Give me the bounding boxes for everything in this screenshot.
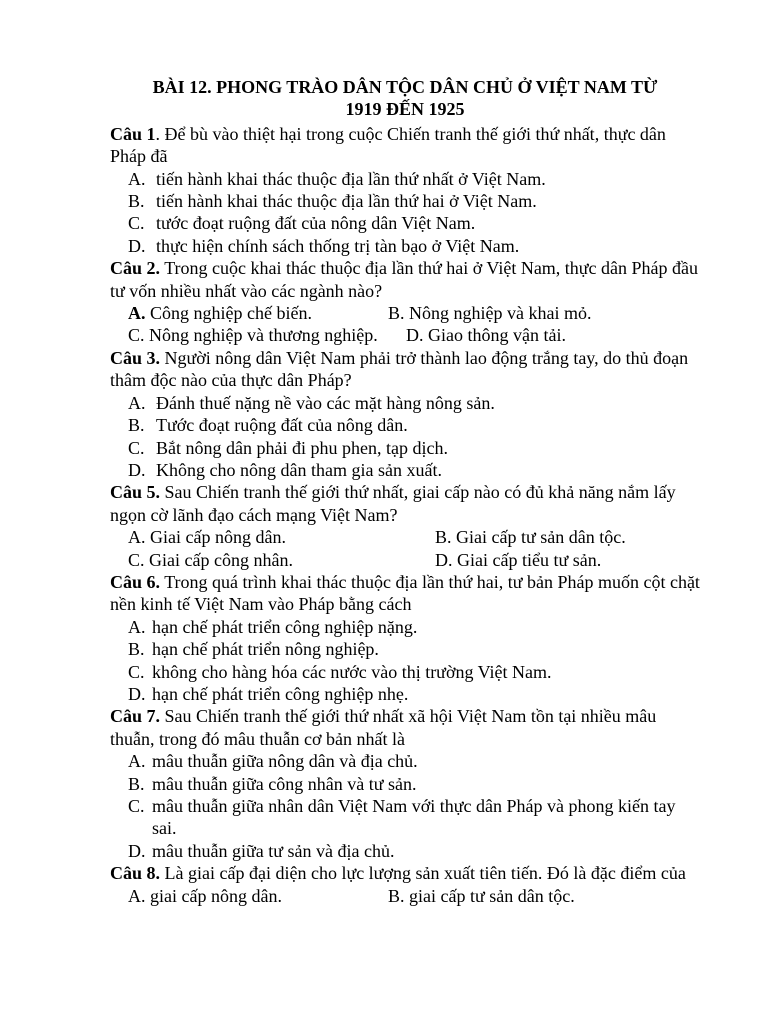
question-8 xyxy=(110,862,700,884)
option-b: B. Giai cấp tư sản dân tộc. xyxy=(435,527,626,548)
option-a: A. Công nghiệp chế biến. xyxy=(128,303,312,324)
option-b: B. Nông nghiệp và khai mỏ. xyxy=(388,303,592,324)
option-a: A. Giai cấp nông dân. xyxy=(128,527,286,548)
option-b: B. hạn chế phát triển nông nghiệp. xyxy=(128,639,379,660)
question-6 xyxy=(110,571,700,616)
document-title xyxy=(110,76,700,121)
question-label: Câu 1 xyxy=(110,123,156,144)
option-a: A. tiến hành khai thác thuộc địa lần thứ nhất ở Việt Nam. xyxy=(128,168,546,189)
option-c: C. Nông nghiệp và thương nghiệp. xyxy=(128,325,378,346)
option-a: A. Đánh thuế nặng nề vào các mặt hàng nông sản. xyxy=(128,392,495,413)
option-d: D. Giai cấp tiểu tư sản. xyxy=(435,549,602,570)
question-7 xyxy=(110,705,700,750)
option-d: D. hạn chế phát triển công nghiệp nhẹ. xyxy=(128,683,409,704)
question-label: Câu 2. xyxy=(110,258,161,279)
document-page xyxy=(110,76,700,907)
question-2-options-row-1 xyxy=(110,302,700,324)
question-1-options xyxy=(110,168,700,258)
option-d: D. thực hiện chính sách thống trị tàn bạo ở Việt Nam. xyxy=(128,235,520,256)
question-label: Câu 7. xyxy=(110,706,161,727)
question-text: . Để bù vào thiệt hại trong cuộc Chiến tranh thế giới thứ nhất, thực dân Pháp đã xyxy=(110,123,666,167)
option-c: C. tước đoạt ruộng đất của nông dân Việt Nam. xyxy=(128,213,476,234)
title-line-2: 1919 ĐẾN 1925 xyxy=(345,99,465,120)
question-label: Câu 3. xyxy=(110,347,161,368)
option-b: B. mâu thuẫn giữa công nhân và tư sản. xyxy=(128,773,417,794)
question-5-options-row-2 xyxy=(110,549,700,571)
question-text: Người nông dân Việt Nam phải trở thành lao động trắng tay, do thủ đoạn thâm độc nào của thực dân Pháp? xyxy=(110,347,689,391)
question-2-options-row-2 xyxy=(110,324,700,346)
option-b: B. giai cấp tư sản dân tộc. xyxy=(388,885,575,906)
question-3-options xyxy=(110,392,700,482)
question-6-options xyxy=(110,616,700,706)
question-text: Trong quá trình khai thác thuộc địa lần thứ hai, tư bản Pháp muốn cột chặt nền kinh tế Việt Nam vào Pháp bằng cách xyxy=(110,571,700,615)
option-c: C. Giai cấp công nhân. xyxy=(128,549,293,570)
question-2 xyxy=(110,257,700,302)
option-c: C. không cho hàng hóa các nước vào thị trường Việt Nam. xyxy=(128,661,552,682)
option-a: A. mâu thuẫn giữa nông dân và địa chủ. xyxy=(128,751,418,772)
question-5-options-row-1 xyxy=(110,526,700,548)
question-text: Là giai cấp đại diện cho lực lượng sản xuất tiên tiến. Đó là đặc điểm của xyxy=(160,863,686,884)
question-1 xyxy=(110,123,700,168)
question-text: Sau Chiến tranh thế giới thứ nhất, giai cấp nào có đủ khả năng nắm lấy ngọn cờ lãnh đạo cách mạng Việt Nam? xyxy=(110,482,676,525)
option-c: C. mâu thuẫn giữa nhân dân Việt Nam với thực dân Pháp và phong kiến tay sai. xyxy=(128,796,676,839)
option-c: C. Bắt nông dân phải đi phu phen, tạp dịch. xyxy=(128,437,448,458)
question-text: Sau Chiến tranh thế giới thứ nhất xã hội Việt Nam tồn tại nhiều mâu thuẫn, trong đó mâu thuẫn cơ bản nhất là xyxy=(110,706,657,749)
option-b: B. Tước đoạt ruộng đất của nông dân. xyxy=(128,415,408,436)
option-b: B. tiến hành khai thác thuộc địa lần thứ hai ở Việt Nam. xyxy=(128,191,537,212)
question-text: Trong cuộc khai thác thuộc địa lần thứ hai ở Việt Nam, thực dân Pháp đầu tư vốn nhiều nhất vào các ngành nào? xyxy=(110,258,699,301)
question-label: Câu 6. xyxy=(110,571,161,592)
question-7-options xyxy=(110,750,700,862)
question-label: Câu 8. xyxy=(110,863,161,884)
question-8-options-row-1 xyxy=(110,885,700,907)
option-d: D. Không cho nông dân tham gia sản xuất. xyxy=(128,459,442,480)
question-5 xyxy=(110,481,700,526)
question-3 xyxy=(110,347,700,392)
title-line-1: BÀI 12. PHONG TRÀO DÂN TỘC DÂN CHỦ Ở VIỆT NAM TỪ xyxy=(152,77,658,97)
option-d: D. mâu thuẫn giữa tư sản và địa chủ. xyxy=(128,840,395,861)
option-a: A. hạn chế phát triển công nghiệp nặng. xyxy=(128,616,418,637)
question-label: Câu 5. xyxy=(110,482,161,503)
option-d: D. Giao thông vận tải. xyxy=(406,325,566,346)
option-a: A. giai cấp nông dân. xyxy=(128,885,282,906)
